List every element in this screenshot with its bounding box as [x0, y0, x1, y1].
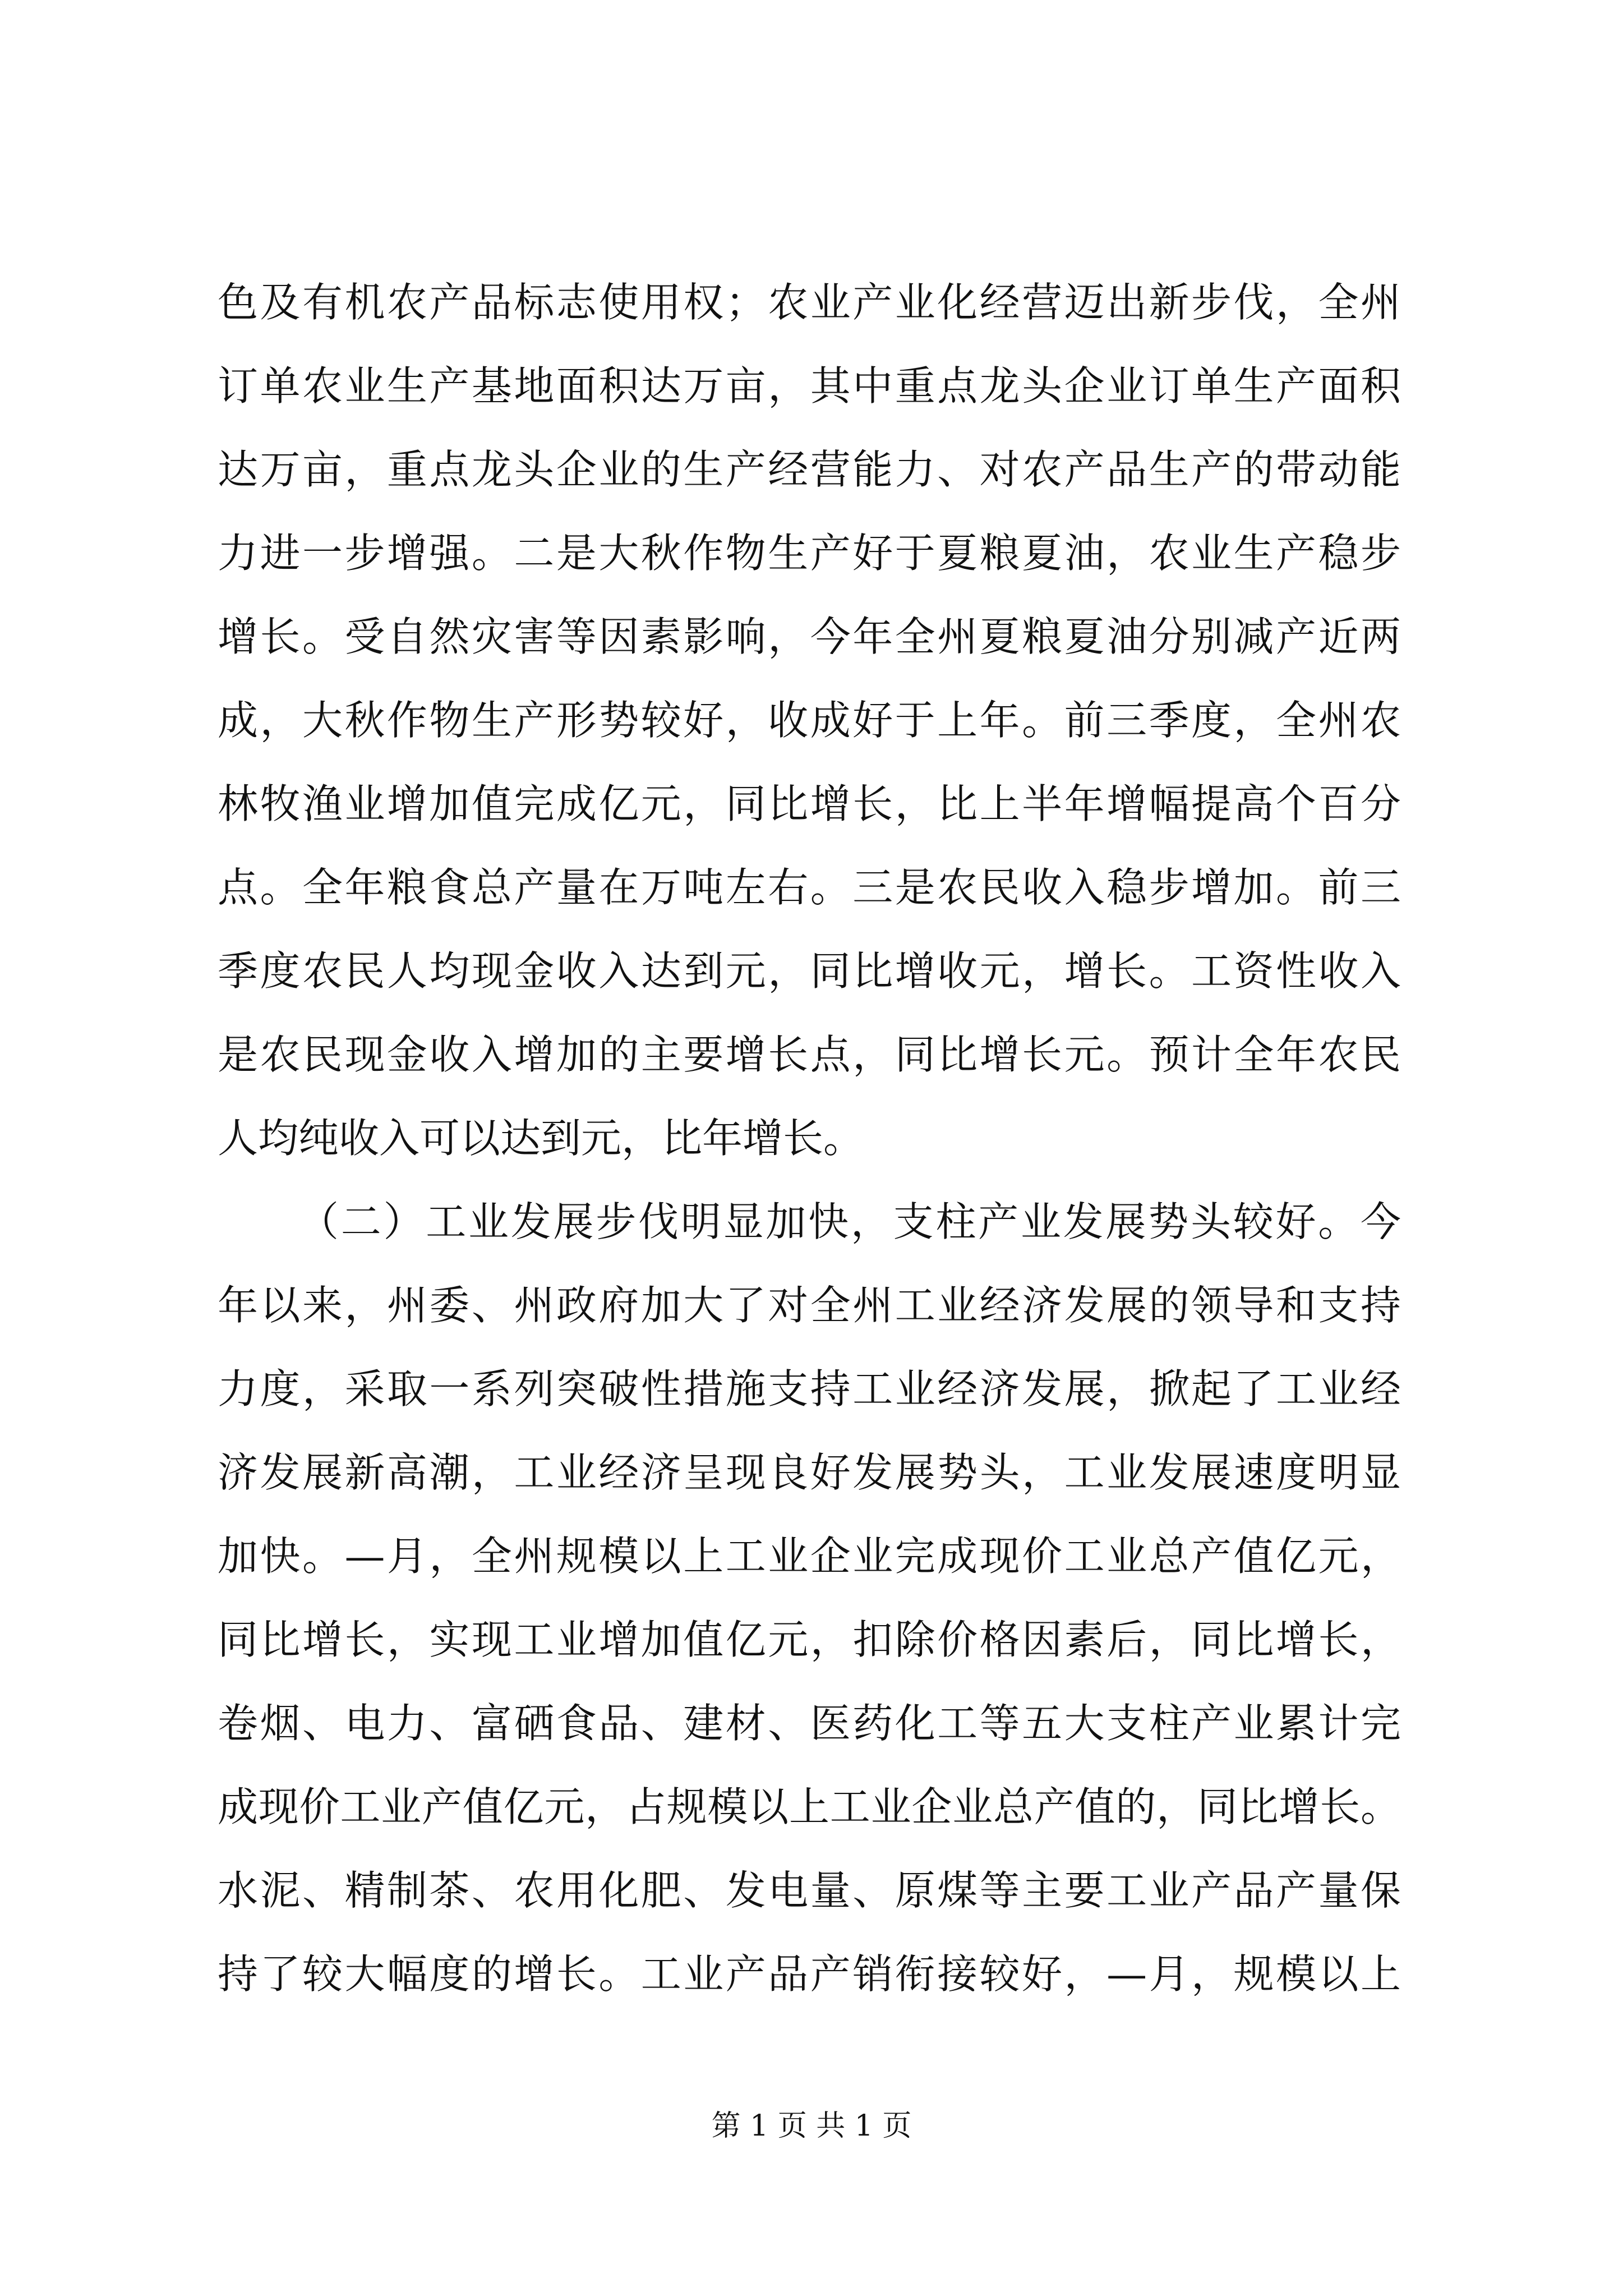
- text-line: 色及有机农产品标志使用权；农业产业化经营迈出新步伐，全州: [218, 279, 1401, 326]
- text-line: 成现价工业产值亿元，占规模以上工业企业总产值的，同比增长。: [218, 1783, 1401, 1830]
- text-line: 卷烟、电力、富硒食品、建材、医药化工等五大支柱产业累计完: [218, 1700, 1401, 1747]
- text-line: 增长。受自然灾害等因素影响，今年全州夏粮夏油分别减产近两: [218, 613, 1401, 660]
- text-line: 林牧渔业增加值完成亿元，同比增长，比上半年增幅提高个百分: [218, 780, 1401, 827]
- page-footer: 第 1 页 共 1 页: [711, 2109, 912, 2143]
- text-line: 达万亩，重点龙头企业的生产经营能力、对农产品生产的带动能: [218, 446, 1401, 493]
- text-line: 点。全年粮食总产量在万吨左右。三是农民收入稳步增加。前三: [218, 864, 1401, 911]
- text-line: 加快。—月，全州规模以上工业企业完成现价工业总产值亿元，: [218, 1533, 1401, 1580]
- text-line: 水泥、精制茶、农用化肥、发电量、原煤等主要工业产品产量保: [218, 1867, 1401, 1914]
- text-line: 同比增长，实现工业增加值亿元，扣除价格因素后，同比增长，: [218, 1616, 1401, 1663]
- section-heading-line: （二）工业发展步伐明显加快，支柱产业发展势头较好。今: [298, 1198, 1401, 1245]
- text-line: 济发展新高潮，工业经济呈现良好发展势头，工业发展速度明显: [218, 1449, 1401, 1496]
- body-text: [218, 261, 1401, 2016]
- text-line: 是农民现金收入增加的主要增长点，同比增长元。预计全年农民: [218, 1031, 1401, 1078]
- text-line: 力度，采取一系列突破性措施支持工业经济发展，掀起了工业经: [218, 1365, 1401, 1412]
- text-line: 订单农业生产基地面积达万亩，其中重点龙头企业订单生产面积: [218, 362, 1401, 409]
- text-line: 人均纯收入可以达到元，比年增长。: [218, 1115, 864, 1162]
- text-line: 力进一步增强。二是大秋作物生产好于夏粮夏油，农业生产稳步: [218, 530, 1401, 577]
- text-line: 持了较大幅度的增长。工业产品产销衔接较好，—月，规模以上: [218, 1950, 1401, 1998]
- text-line: 季度农民人均现金收入达到元，同比增收元，增长。工资性收入: [218, 947, 1401, 995]
- text-line: 成，大秋作物生产形势较好，收成好于上年。前三季度，全州农: [218, 697, 1401, 744]
- text-line: 年以来，州委、州政府加大了对全州工业经济发展的领导和支持: [218, 1282, 1401, 1329]
